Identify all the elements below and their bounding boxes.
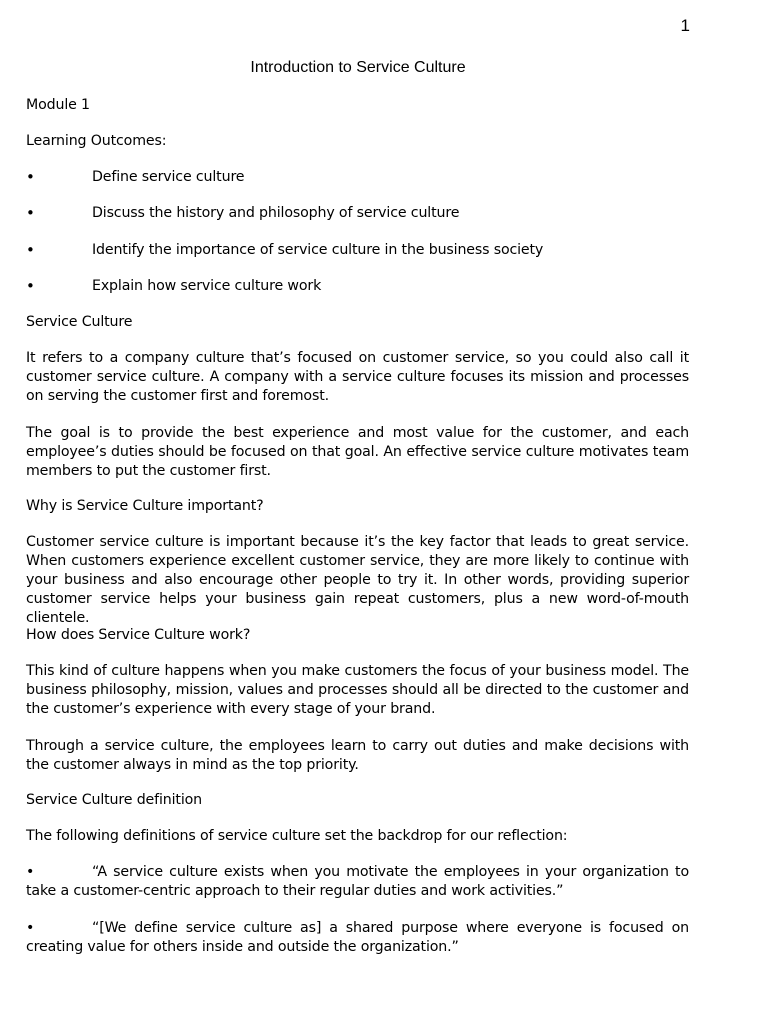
outcome-text: Discuss the history and philosophy of service culture bbox=[92, 205, 460, 221]
definition-item bbox=[26, 919, 689, 957]
outcome-text: Define service culture bbox=[92, 169, 245, 185]
section-heading: Why is Service Culture important? bbox=[26, 498, 264, 514]
outcome-text: Explain how service culture work bbox=[92, 278, 322, 294]
section-heading: How does Service Culture work? bbox=[26, 627, 251, 643]
paragraph: Through a service culture, the employees learn to carry out duties and make decisions with the customer always in mind as the top priority. bbox=[26, 738, 689, 773]
bullet-icon: • bbox=[26, 204, 35, 222]
paragraph: The goal is to provide the best experience and most value for the customer, and each employee’s duties should be focused on that goal. An effective service culture motivates team members to put the customer first. bbox=[26, 425, 689, 479]
section-heading: Service Culture definition bbox=[26, 792, 202, 808]
bullet-icon: • bbox=[26, 241, 35, 259]
bullet-icon: • bbox=[26, 168, 35, 186]
paragraph: This kind of culture happens when you make customers the focus of your business model. The business philosophy, mission, values and processes should all be directed to the customer and the customer’s experience with every stage of your brand. bbox=[26, 663, 689, 717]
document-title: Introduction to Service Culture bbox=[250, 59, 466, 76]
paragraph: It refers to a company culture that’s focused on customer service, so you could also call it customer service culture. A company with a service culture focuses its mission and processes on serving the customer first and foremost. bbox=[26, 350, 689, 404]
page-number: 1 bbox=[680, 16, 690, 35]
definition-text: “[We define service culture as] a shared purpose where everyone is focused on creating value for others inside and outside the organization.” bbox=[26, 920, 689, 955]
learning-outcomes-heading: Learning Outcomes: bbox=[26, 133, 167, 149]
bullet-icon: • bbox=[26, 920, 35, 936]
bullet-icon: • bbox=[26, 864, 35, 880]
bullet-icon: • bbox=[26, 277, 35, 295]
paragraph: The following definitions of service culture set the backdrop for our reflection: bbox=[26, 828, 568, 844]
module-label: Module 1 bbox=[26, 97, 90, 113]
section-heading: Service Culture bbox=[26, 314, 133, 330]
paragraph: Customer service culture is important because it’s the key factor that leads to great service. When customers experience excellent customer service, they are more likely to continue with your business and also encourage other people to try it. In other words, providing superior customer service helps your business gain repeat customers, plus a new word-of-mouth clientele. bbox=[26, 534, 689, 626]
definition-text: “A service culture exists when you motivate the employees in your organization to take a customer-centric approach to their regular duties and work activities.” bbox=[26, 864, 689, 899]
outcome-text: Identify the importance of service culture in the business society bbox=[92, 242, 544, 258]
definition-item bbox=[26, 863, 689, 901]
